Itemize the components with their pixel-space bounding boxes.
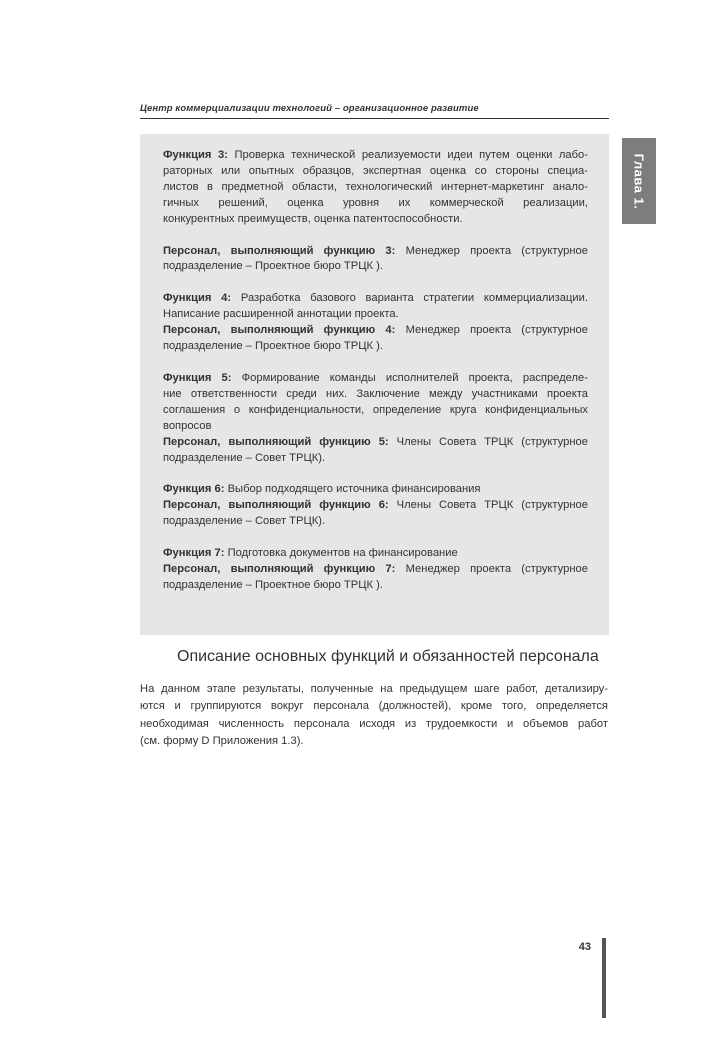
personnel-3-label: Персонал, выполняющий функцию 3: bbox=[163, 244, 396, 257]
function-5-line: соглашения о конфиденциальности, определение круга конфиденциальных bbox=[163, 403, 588, 416]
function-5 bbox=[163, 371, 588, 466]
function-3-line: конкурентных преимуществ, оценка патентоспособности. bbox=[163, 212, 463, 225]
personnel-4-label: Персонал, выполняющий функцию 4: bbox=[163, 324, 396, 337]
personnel-5-line: подразделение – Совет ТРЦК). bbox=[163, 451, 326, 464]
margin-bar bbox=[602, 938, 606, 1018]
running-header: Центр коммерциализации технологий – организационное развитие bbox=[140, 103, 479, 114]
function-3-line: гичных решений, оценка уровня их коммерческой реализации, bbox=[163, 196, 588, 209]
body-line: необходимая численность персонала исходя из трудоемкости и объемов работ bbox=[140, 717, 608, 730]
function-4-line: Написание расширенной аннотации проекта. bbox=[163, 308, 399, 321]
function-3-line: Функция 3: Проверка технической реализуемости идеи путем оценки лабо- bbox=[163, 149, 589, 161]
personnel-6-line: Персонал, выполняющий функцию 6: Члены Совета ТРЦК (структурное bbox=[163, 499, 588, 512]
function-7-line: Функция 7: Подготовка документов на финансирование bbox=[163, 547, 458, 560]
body-line: (см. форму D Приложения 1.3). bbox=[140, 734, 304, 747]
personnel-6-line: подразделение – Совет ТРЦК). bbox=[163, 515, 326, 528]
function-3 bbox=[163, 148, 588, 228]
body-paragraph bbox=[140, 681, 608, 750]
function-7-label: Функция 7: bbox=[163, 547, 225, 560]
personnel-4-line: Персонал, выполняющий функцию 4: Менеджер проекта (структурное bbox=[163, 324, 588, 337]
personnel-5-label: Персонал, выполняющий функцию 5: bbox=[163, 435, 389, 448]
function-5-line: Функция 5: Формирование команды исполнителей проекта, распределе- bbox=[163, 371, 588, 384]
personnel-4-line: подразделение – Проектное бюро ТРЦК ). bbox=[163, 340, 383, 353]
section-title: Описание основных функций и обязанностей персонала bbox=[177, 648, 599, 665]
personnel-7-line: Персонал, выполняющий функцию 7: Менеджер проекта (структурное bbox=[163, 563, 588, 576]
header-rule bbox=[140, 118, 609, 119]
function-3-line: раторных или опытных образцов, экспертная оценка со стороны специа- bbox=[163, 164, 588, 177]
personnel-3 bbox=[163, 244, 588, 276]
function-3-line: листов в предметной области, технологический интернет-маркетинг анало- bbox=[163, 180, 588, 193]
personnel-7-label: Персонал, выполняющий функцию 7: bbox=[163, 563, 396, 576]
body-line: На данном этапе результаты, полученные на предыдущем шаге работ, детализиру- bbox=[140, 683, 608, 695]
personnel-3-line: подразделение – Проектное бюро ТРЦК ). bbox=[163, 260, 383, 273]
function-6 bbox=[163, 482, 588, 530]
functions-list bbox=[163, 148, 588, 610]
function-3-label: Функция 3: bbox=[163, 149, 228, 161]
function-5-label: Функция 5: bbox=[163, 371, 232, 384]
chapter-tab-label: Глава 1. bbox=[631, 153, 647, 209]
function-5-line: вопросов bbox=[163, 419, 212, 432]
chapter-tab bbox=[622, 138, 656, 224]
personnel-6-label: Персонал, выполняющий функцию 6: bbox=[163, 499, 389, 512]
function-4-label: Функция 4: bbox=[163, 292, 232, 305]
function-4 bbox=[163, 291, 588, 355]
function-7 bbox=[163, 546, 588, 594]
personnel-3-line: Персонал, выполняющий функцию 3: Менеджер проекта (структурное bbox=[163, 244, 588, 257]
body-line: ются и группируются вокруг персонала (должностей), кроме того, определяется bbox=[140, 700, 608, 713]
page-number: 43 bbox=[578, 941, 591, 953]
personnel-7-line: подразделение – Проектное бюро ТРЦК ). bbox=[163, 578, 383, 591]
personnel-5-line: Персонал, выполняющий функцию 5: Члены Совета ТРЦК (структурное bbox=[163, 435, 588, 448]
function-6-label: Функция 6: bbox=[163, 483, 225, 496]
function-4-line: Функция 4: Разработка базового варианта стратегии коммерциализации. bbox=[163, 292, 588, 305]
function-6-line: Функция 6: Выбор подходящего источника финансирования bbox=[163, 483, 481, 496]
function-5-line: ние ответственности среди них. Заключение между участниками проекта bbox=[163, 387, 588, 400]
